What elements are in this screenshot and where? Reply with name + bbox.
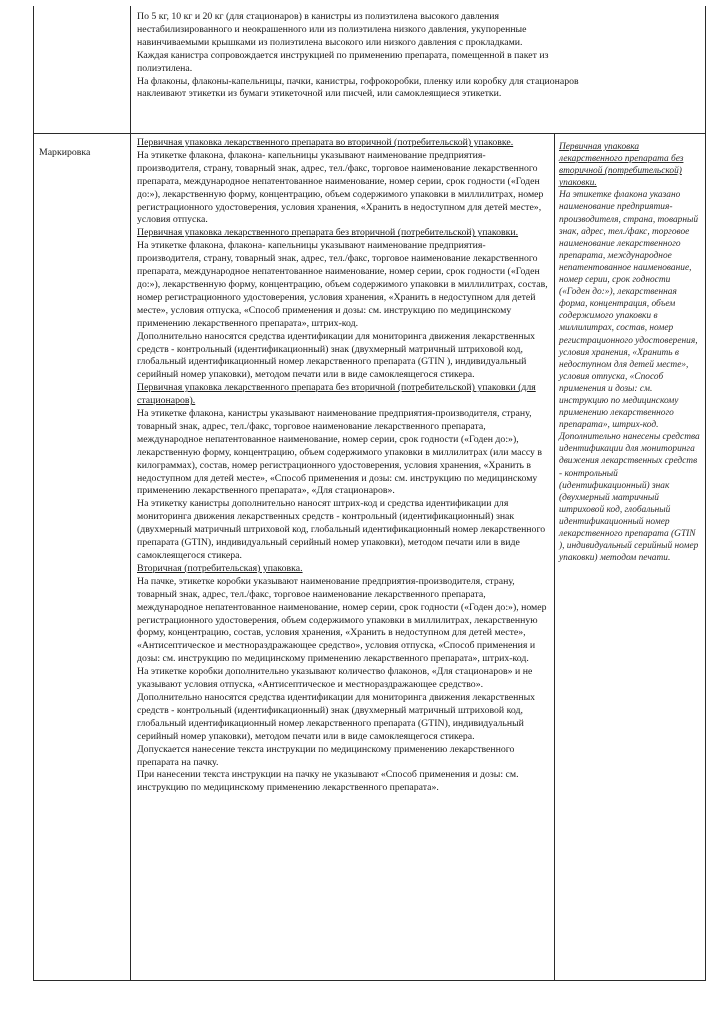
section-paragraph: На этикетке флакона, флакона- капельницы указывают наименование предприятия-производителя, страну, товарный знак, адрес, тел./факс, торговое наименование лекарственного препарата, международное непатентованное наименование, номер серии, срок годности («Годен до:»), лекарственную форму, концентрацию, объем содержимого упаковки в миллилитрах, номер регистрационного удостоверения, условия хранения, «Хранить в недоступном для детей месте», условия отпуска. <box>137 149 544 226</box>
table-note-divider <box>554 133 555 981</box>
row-label: Маркировка <box>39 146 91 158</box>
section-heading: Первичная упаковка лекарственного препарата без вторичной (потребительской) упаковки (для стационаров). <box>137 382 536 407</box>
section-heading: Вторичная (потребительская) упаковка. <box>137 562 303 574</box>
section-paragraph: На этикетке флакона, флакона- капельницы указывают наименование предприятия-производителя, страну, товарный знак, адрес, тел./факс, торговое наименование лекарственного препарата, международное непатентованное наименование, номер серии, срок годности («Годен до:»), лекарственную форму, концентрацию, объем содержимого упаковки в миллилитрах, состав, номер регистрационного удостоверения, условия хранения, «Хранить в недоступном для детей месте», условия отпуска, «Способ применения и дозы: см. инструкцию по медицинскому применению лекарственного препарата», штрих-код. <box>137 240 548 329</box>
table-border-bottom <box>33 980 706 981</box>
section-paragraph: Дополнительно наносятся средства идентификации для мониторинга движения лекарственных средств - контрольный (идентификационный) знак (двухмерный матричный штриховой код, глобальный идентификационный номер лекарственного препарата (GTIN ), индивидуальный серийный номер упаковки), методом печати или в виде самоклеящегося стикера. <box>137 330 536 381</box>
section-paragraph: Допускается нанесение текста инструкции по медицинскому применению лекарственного препарата на пачку. <box>137 743 515 768</box>
section-paragraph: На пачке, этикетке коробки указывают наименование предприятия-производителя, страну, товарный знак, адрес, тел./факс, торговое наименование лекарственного препарата, международное непатентованное наименование, номер серии, срок годности («Годен до:»), номер регистрационного удостоверения, объем содержимого упаковки в миллилитрах, лекарственную форму, концентрацию, состав, условия хранения, «Хранить в недоступном для детей месте», «Антисептическое и местнораздражающее средство», условия отпуска, «Способ применения и дозы: см. инструкцию по медицинскому применению лекарственного препарата», штрих-код. <box>137 575 547 665</box>
note-heading: Первичная упаковка лекарственного препарата без вторичной (потребительской) упаковки. <box>559 142 684 189</box>
section-paragraph: При нанесении текста инструкции на пачку не указывают «Способ применения и дозы: см. инструкцию по медицинскому применению лекарственного препарата». <box>137 769 519 794</box>
row-label-cell <box>39 137 127 170</box>
note-cell <box>559 141 701 564</box>
section-paragraph: На этикетку канистры дополнительно наносят штрих-код и средства идентификации для мониторинга движения лекарственных средств - контрольный (идентификационный) знак (двухмерный матричный штриховой код, глобальный идентификационный номер лекарственного препарата (GTIN), индивидуальный серийный номер упаковки), методом печати или в виде самоклеящегося стикера. <box>137 498 546 561</box>
packaging-paragraph: Каждая канистра сопровождается инструкцией по применению препарата, помещенной в пакет из полиэтилена. <box>137 49 549 74</box>
table-border-left <box>33 6 34 981</box>
packaging-cell <box>137 11 587 101</box>
packaging-paragraph: На флаконы, флаконы-капельницы, пачки, канистры, гофрокоробки, пленку или коробку для стационаров наклеивают этикетки из бумаги этикеточной или писчей, или самоклеящиеся этикетки. <box>137 75 579 100</box>
section-paragraph: Дополнительно наносятся средства идентификации для мониторинга движения лекарственных средств - контрольный (идентификационный) знак (двухмерный матричный штриховой код, глобальный идентификационный номер лекарственного препарата (GTIN), индивидуальный серийный номер упаковки), методом печати или в виде самоклеящегося стикера. <box>137 691 536 742</box>
table-column-divider <box>130 6 131 981</box>
packaging-paragraph: По 5 кг, 10 кг и 20 кг (для стационаров) в канистры из полиэтилена высокого давления нестабилизированного и неокрашенного или из полиэтилена низкого давления, укупоренные навинчиваемыми крышками из полиэтилена высокого или низкого давления с прокладками. <box>137 11 527 48</box>
marking-cell <box>137 137 549 795</box>
table-row-divider <box>33 133 706 134</box>
specification-table <box>33 6 706 981</box>
section-paragraph: На этикетке коробки дополнительно указывают количество флаконов, «Для стационаров» и не указывают условия отпуска, «Антисептическое и местнораздражающее средство». <box>137 666 533 691</box>
section-paragraph: На этикетке флакона, канистры указывают наименование предприятия-производителя, страну, товарный знак, адрес, тел./факс, торговое наименование лекарственного препарата, международное непатентованное наименование, номер серии, срок годности («Годен до:»), лекарственную форму, концентрацию, объем содержимого упаковки в миллилитрах (или массу в килограммах), состав, номер регистрационного удостоверения, условия хранения, «Хранить в недоступном для детей месте», «Способ применения и дозы: см. инструкцию по медицинскому применению лекарственного препарата», «Для стационаров». <box>137 408 543 497</box>
section-heading: Первичная упаковка лекарственного препарата во вторичной (потребительской) упаковке. <box>137 137 514 148</box>
note-paragraph: На этикетке флакона указано наименование предприятия-производителя, страна, товарный знак, адрес, тел./факс, торговое наименование лекарственного препарата, международное непатентованное наименование, номер серии, срок годности («Годен до:»), лекарственная форма, концентрация, объем содержимого упаковки в миллилитрах, состав, номер регистрационного удостоверения, условия хранения, «Хранить в недоступном для детей месте», условия отпуска, «Способ применения и дозы: см. инструкцию по медицинскому применению лекарственного препарата», штрих-код. Дополнительно нанесены средства идентификации для мониторинга движения лекарственных средств - контрольный (идентификационный) знак (двухмерный матричный штриховой код, глобальный идентификационный номер лекарственного препарата (GTIN ), индивидуальный серийный номер упаковки) методом печати. <box>559 190 700 564</box>
section-heading: Первичная упаковка лекарственного препарата без вторичной (потребительской) упаковки. <box>137 227 519 239</box>
table-border-right <box>705 6 706 981</box>
